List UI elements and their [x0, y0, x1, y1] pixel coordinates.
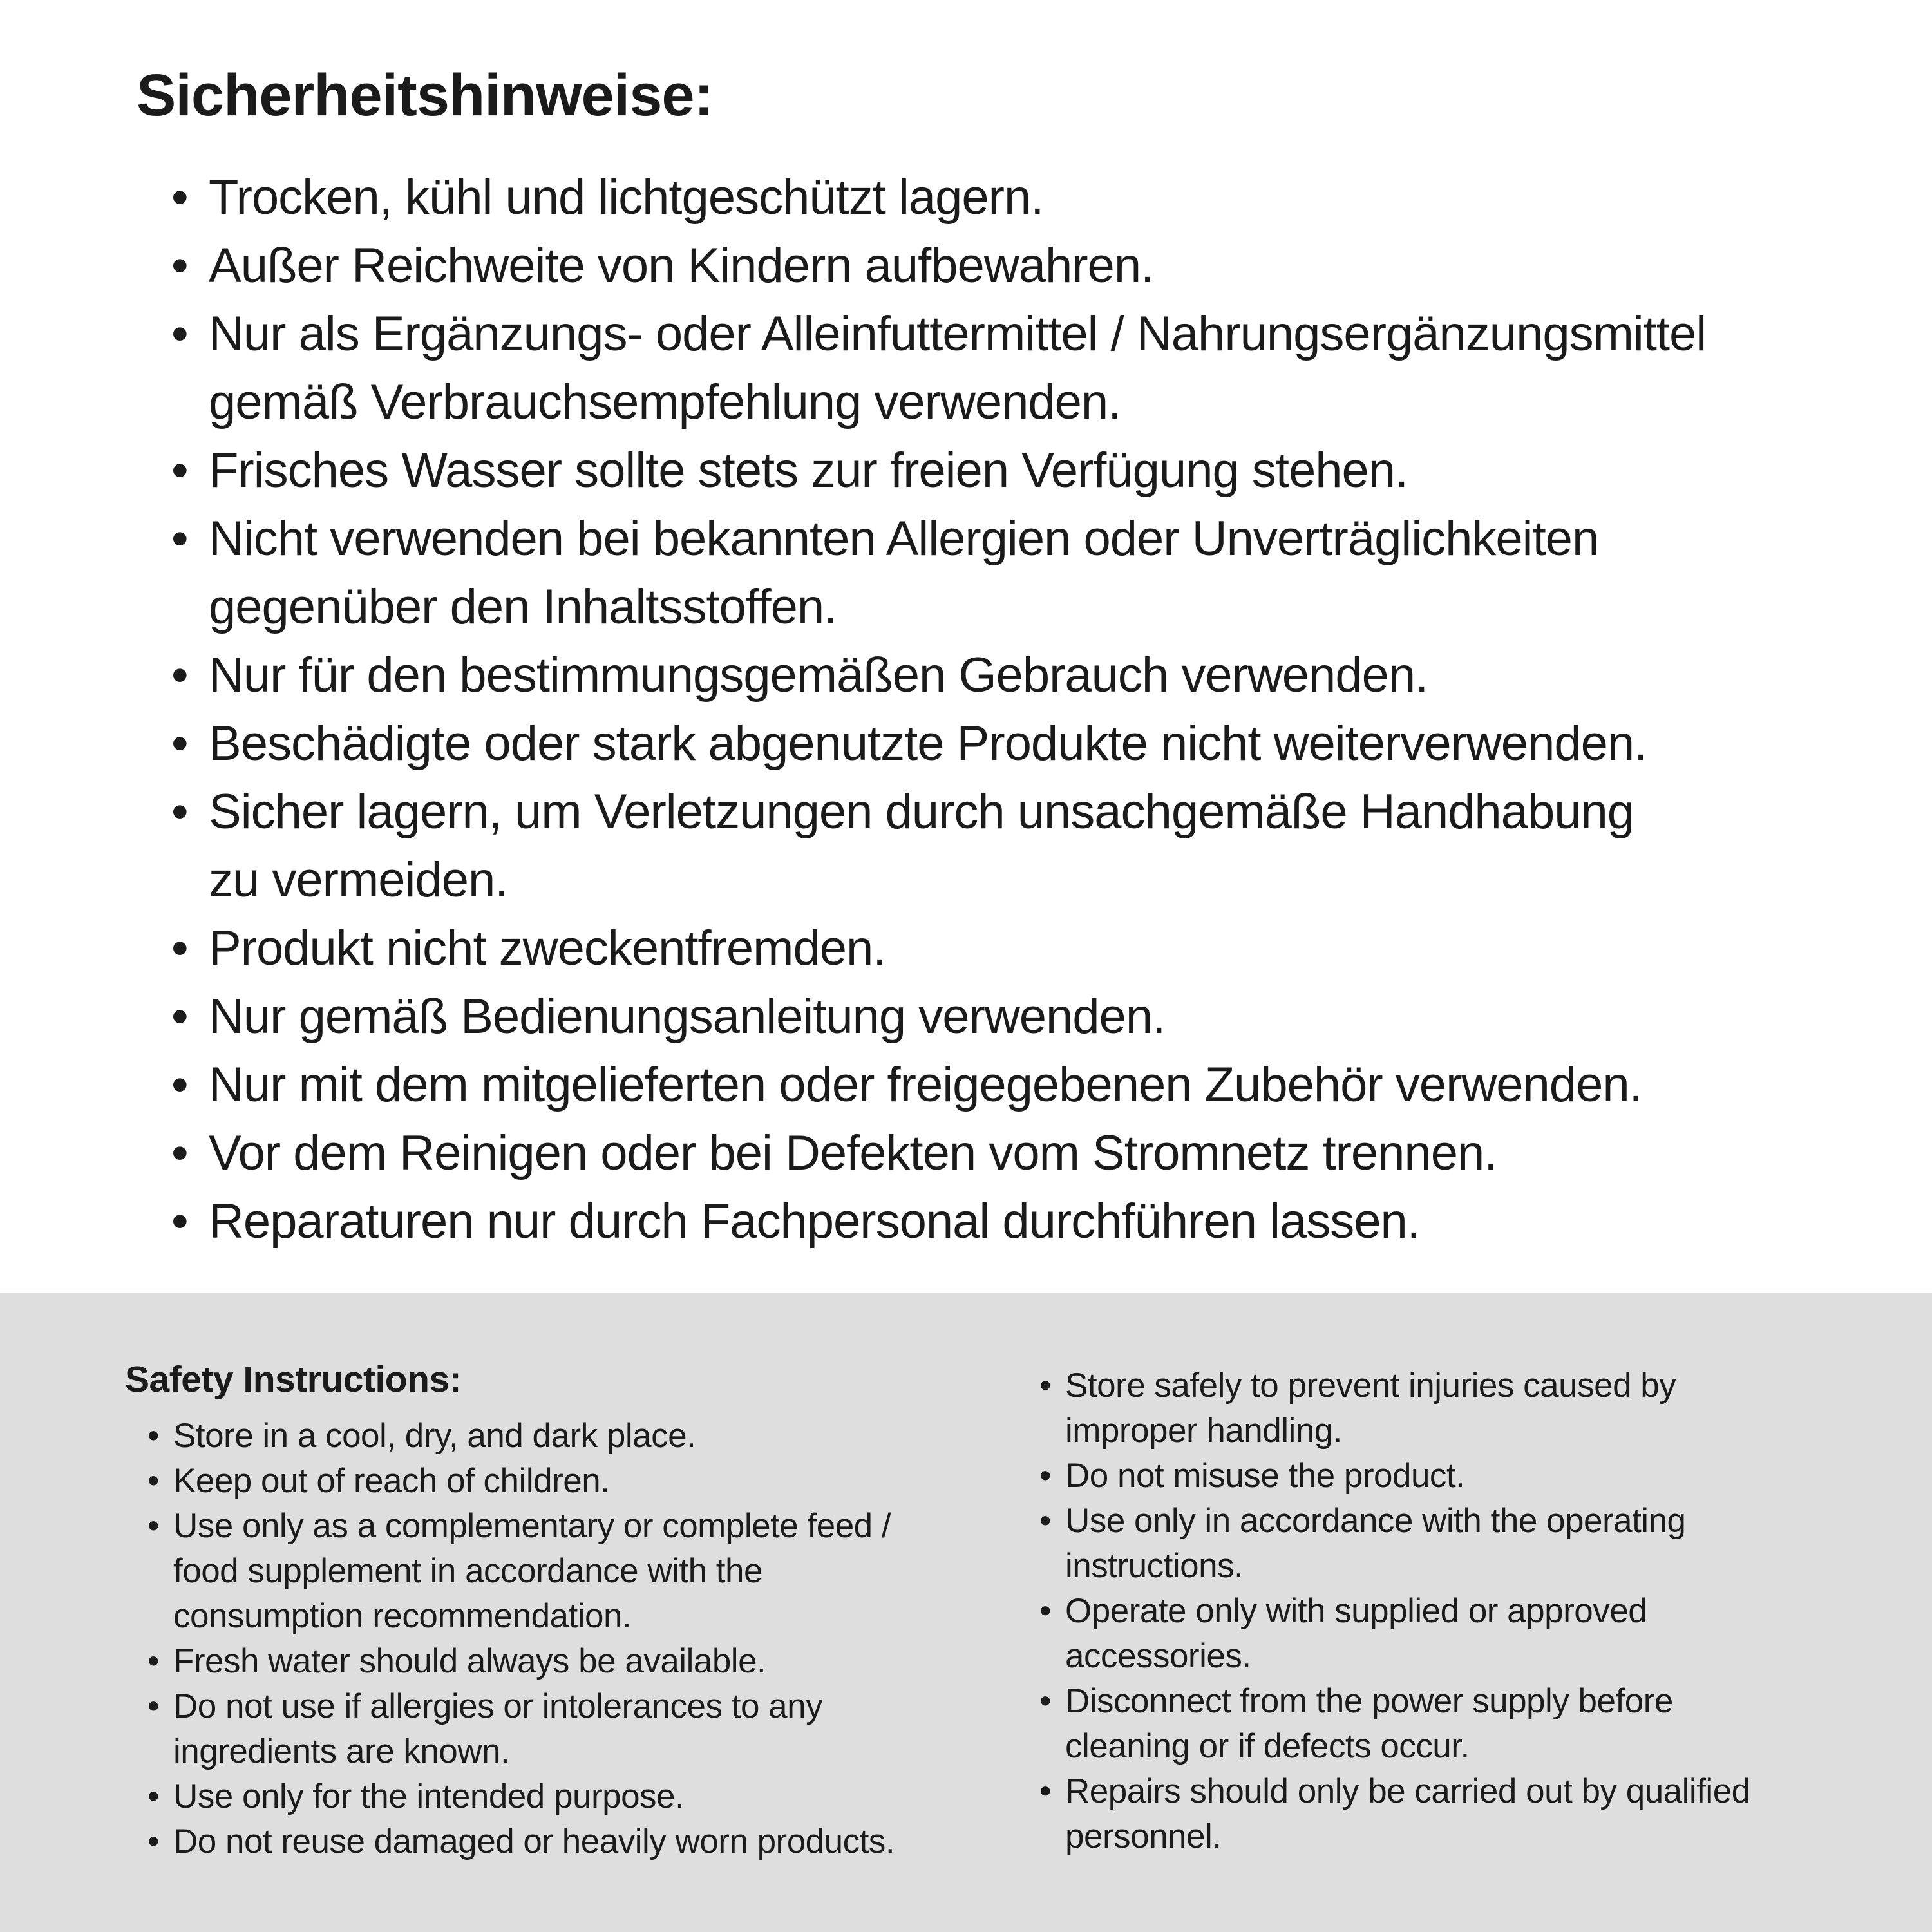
list-item — [171, 300, 1880, 437]
list-item-text: Keep out of reach of children. — [173, 1462, 610, 1500]
list-item — [147, 1819, 1039, 1864]
list-item — [171, 983, 1880, 1051]
list-item-text: Store in a cool, dry, and dark place. — [173, 1417, 696, 1455]
list-item-text: Sicher lagern, um Verletzungen durch unsachgemäße Handhabung zu vermeiden. — [209, 784, 1634, 907]
english-safety-list-right — [1039, 1363, 1893, 1859]
list-item — [1039, 1589, 1893, 1679]
list-item — [147, 1414, 1039, 1459]
list-item-text: Do not reuse damaged or heavily worn products. — [173, 1823, 895, 1861]
list-item-text: Operate only with supplied or approved accessories. — [1065, 1592, 1647, 1675]
list-item — [171, 164, 1880, 232]
list-item — [1039, 1363, 1893, 1454]
list-item — [1039, 1454, 1893, 1499]
list-item-text: Nur als Ergänzungs- oder Alleinfuttermittel / Nahrungsergänzungsmittel gemäß Verbrauchsempfehlung verwenden. — [209, 306, 1707, 430]
english-safety-panel — [0, 1293, 1932, 1932]
list-item — [147, 1504, 1039, 1639]
list-item — [147, 1774, 1039, 1819]
english-right-column — [1039, 1357, 1893, 1859]
german-safety-list — [137, 164, 1880, 1256]
list-item-text: Nicht verwenden bei bekannten Allergien oder Unverträglichkeiten gegenüber den Inhaltsstoffen. — [209, 511, 1599, 634]
list-item — [147, 1684, 1039, 1774]
list-item-text: Use only for the intended purpose. — [173, 1777, 685, 1815]
list-item-text: Use only in accordance with the operating instructions. — [1065, 1502, 1686, 1585]
list-item — [171, 1188, 1880, 1256]
list-item — [147, 1459, 1039, 1504]
list-item-text: Store safely to prevent injuries caused by improper handling. — [1065, 1367, 1676, 1450]
list-item-text: Repairs should only be carried out by qualified personnel. — [1065, 1772, 1750, 1855]
list-item-text: Außer Reichweite von Kindern aufbewahren. — [209, 238, 1154, 293]
list-item — [171, 641, 1880, 710]
list-item — [1039, 1769, 1893, 1859]
list-item-text: Nur für den bestimmungsgemäßen Gebrauch verwenden. — [209, 647, 1428, 703]
list-item — [171, 1119, 1880, 1188]
list-item — [171, 914, 1880, 983]
list-item — [1039, 1499, 1893, 1589]
list-item-text: Nur mit dem mitgelieferten oder freigegebenen Zubehör verwenden. — [209, 1057, 1642, 1112]
list-item-text: Do not use if allergies or intolerances to any ingredients are known. — [173, 1687, 823, 1770]
list-item-text: Vor dem Reinigen oder bei Defekten vom Stromnetz trennen. — [209, 1125, 1497, 1180]
list-item-text: Disconnect from the power supply before cleaning or if defects occur. — [1065, 1682, 1673, 1765]
list-item-text: Fresh water should always be available. — [173, 1642, 766, 1680]
english-left-column — [125, 1357, 1039, 1864]
list-item — [171, 1051, 1880, 1119]
german-title: Sicherheitshinweise: — [137, 62, 714, 128]
list-item-text: Do not misuse the product. — [1065, 1457, 1465, 1495]
list-item-text: Use only as a complementary or complete feed / food supplement in accordance with the consumption recommendation. — [173, 1507, 891, 1635]
list-item — [171, 437, 1880, 505]
english-safety-list-left — [125, 1414, 1039, 1864]
list-item — [171, 710, 1880, 778]
list-item — [147, 1639, 1039, 1684]
list-item — [171, 232, 1880, 300]
list-item-text: Reparaturen nur durch Fachpersonal durchführen lassen. — [209, 1193, 1420, 1249]
list-item-text: Frisches Wasser sollte stets zur freien Verfügung stehen. — [209, 442, 1408, 498]
list-item-text: Beschädigte oder stark abgenutzte Produkte nicht weiterverwenden. — [209, 715, 1647, 771]
list-item — [171, 778, 1880, 914]
list-item-text: Trocken, kühl und lichtgeschützt lagern. — [209, 169, 1044, 225]
list-item — [1039, 1679, 1893, 1769]
list-item-text: Nur gemäß Bedienungsanleitung verwenden. — [209, 989, 1166, 1044]
list-item — [171, 505, 1880, 641]
english-title: Safety Instructions: — [125, 1359, 462, 1400]
list-item-text: Produkt nicht zweckentfremden. — [209, 920, 886, 976]
